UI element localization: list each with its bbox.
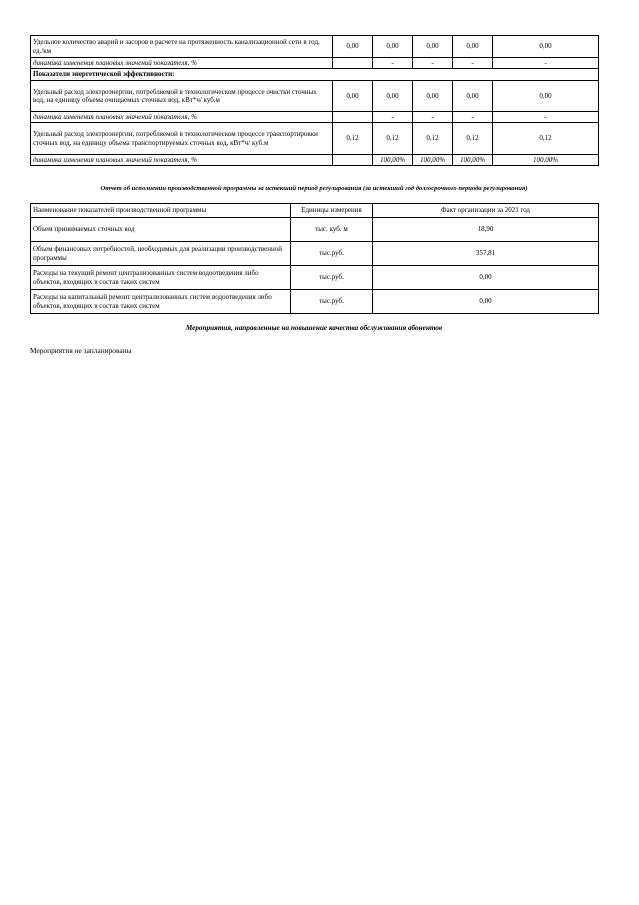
table-row [31,218,599,242]
row-value: - [493,112,599,123]
row-value: 0,00 [333,36,373,58]
row-label: Удельный расход электроэнергии, потребляемой в технологическом процессе очистки сточных вод, на единицу объема очищаемых сточных вод, кВт*ч/ куб.м [31,81,333,112]
row-name: Расходы на текущий ремонт централизованных систем водоотведения либо объектов, входящих в состав таких систем [31,266,291,290]
row-value: 0,12 [453,123,493,155]
table-row [31,266,599,290]
table-row [31,290,599,314]
row-value: 0,00 [333,81,373,112]
table-row [31,112,599,123]
row-name: Расходы на капитальный ремонт централизованных систем водоотведения либо объектов, входящих в состав таких систем [31,290,291,314]
row-value: 0,00 [373,266,599,290]
row-value: 0,00 [453,36,493,58]
row-value: 0,00 [493,81,599,112]
row-label: Удельное количество аварий и засоров в расчете на протяженность канализационной сети в год, ед./км [31,36,333,58]
row-value: - [493,58,599,69]
row-value [333,112,373,123]
row-value: 0,12 [413,123,453,155]
row-value: - [413,112,453,123]
row-value: 0,12 [493,123,599,155]
table-row [31,155,599,166]
table-header-row [31,204,599,218]
table-row [31,81,599,112]
header-name: Наименование показателей производственной программы [31,204,291,218]
row-value: 100,00% [453,155,493,166]
row-value: 0,00 [493,36,599,58]
row-value: 0,00 [413,36,453,58]
row-label: динамика изменения плановых значений показателя, % [31,58,333,69]
row-label: динамика изменения плановых значений показателя, % [31,155,333,166]
row-value: 18,90 [373,218,599,242]
row-unit: тыс.руб. [291,290,373,314]
efficiency-table [30,35,599,166]
measures-title: Мероприятия, направленные на повышение качества обслуживания абонентов [185,324,443,332]
row-value: 100,00% [413,155,453,166]
header-value: Факт организации за 2021 год [373,204,599,218]
row-unit: тыс.руб. [291,266,373,290]
row-label: Удельный расход электроэнергии, потребляемой в технологическом процессе транспортировки сточных вод, на единицу объема транспортируемых сточных вод, кВт*ч/ куб.м [31,123,333,155]
row-value: 100,00% [373,155,413,166]
report-table [30,203,599,314]
row-value: - [453,58,493,69]
row-unit: тыс.руб. [291,242,373,266]
row-value: 0,00 [373,290,599,314]
row-unit: тыс. куб. м [291,218,373,242]
measures-text: Мероприятия не запланированы [30,346,132,355]
row-name: Объем финансовых потребностей, необходимых для реализации производственной программы [31,242,291,266]
row-value: 0,00 [413,81,453,112]
row-value [333,58,373,69]
row-value: 0,00 [373,81,413,112]
row-value: 0,00 [453,81,493,112]
row-value: 357,81 [373,242,599,266]
row-value: 0,12 [333,123,373,155]
table-row [31,36,599,58]
row-value [333,155,373,166]
section-heading: Показатели энергетической эффективности: [31,69,599,81]
table-row [31,123,599,155]
row-value: 100,00% [493,155,599,166]
row-value: - [453,112,493,123]
table-row [31,69,599,81]
table-row [31,58,599,69]
row-value: 0,00 [373,36,413,58]
header-unit: Единицы измерения [291,204,373,218]
row-value: 0,12 [373,123,413,155]
row-name: Объем принимаемых сточных вод [31,218,291,242]
row-label: динамика изменения плановых значений показателя, % [31,112,333,123]
row-value: - [373,112,413,123]
row-value: - [413,58,453,69]
report-title: Отчет об исполнении производственной программы за истекший период регулирования (за истекший год долгосрочного периода регулирования) [100,185,528,192]
table-row [31,242,599,266]
row-value: - [373,58,413,69]
